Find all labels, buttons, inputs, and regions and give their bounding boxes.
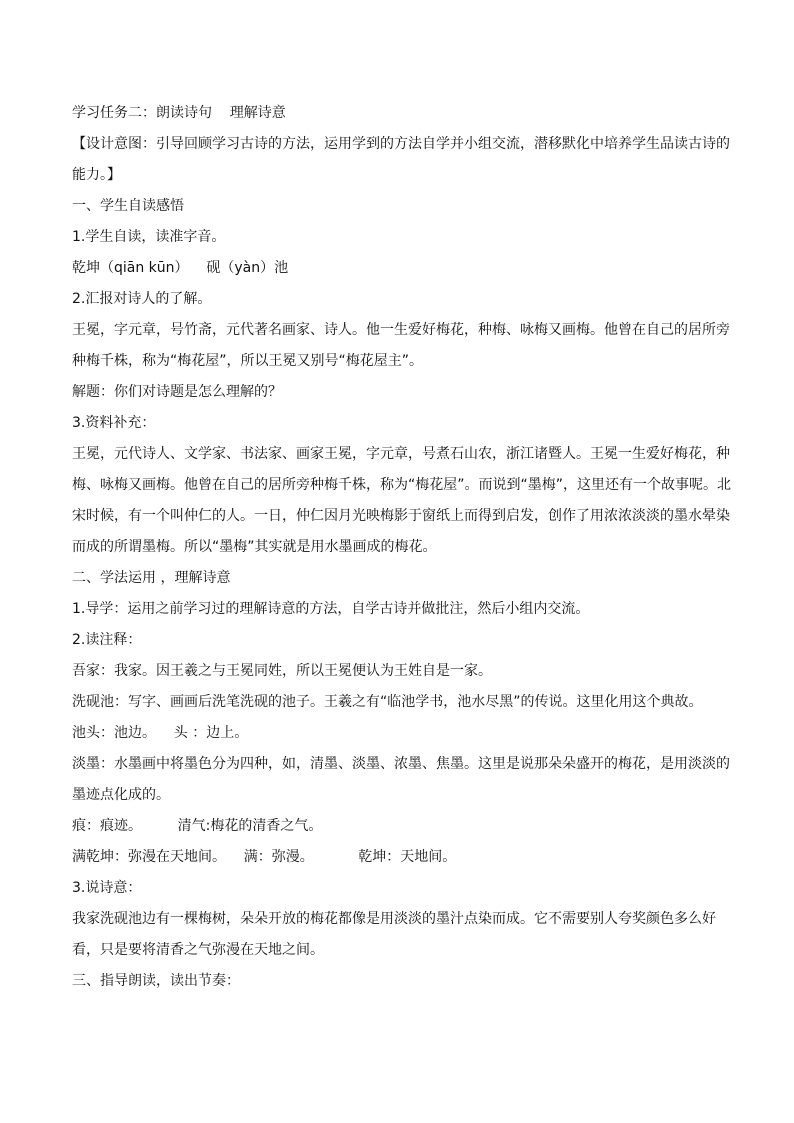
section1-heading: 一、学生自读感悟 (72, 198, 184, 214)
section2-heading: 二、学法运用 ，理解诗意 (72, 570, 231, 586)
note-chitou: 池头：池边。 头 ：边上。 (72, 725, 249, 741)
note-hen: 痕：痕迹。 清气:梅花的清香之气。 (72, 818, 323, 834)
section2-item3: 3.说诗意： (72, 880, 142, 896)
section2-item1: 1.导学：运用之前学习过的理解诗意的方法，自学古诗并做批注，然后小组内交流。 (72, 601, 590, 617)
note-qiankun: 满乾坤：弥漫在天地间。 满：弥漫。 乾坤：天地间。 (72, 849, 457, 865)
design-intent: 【设计意图：引导回顾学习古诗的方法，运用学到的方法自学并小组交流，潜移默化中培养学生品读古诗的能力。】 (72, 136, 730, 183)
note-danmo: 淡墨：水墨画中将墨色分为四种，如，清墨、淡墨、浓墨、焦墨。这里是说那朵朵盛开的梅花，是用淡淡的墨迹点化成的。 (72, 756, 730, 803)
section1-item3: 3.资料补充： (72, 415, 156, 431)
poem-meaning: 我家洗砚池边有一棵梅树，朵朵开放的梅花都像是用淡淡的墨汁点染而成。它不需要别人夸奖颜色多么好看，只是要将清香之气弥漫在天地之间。 (72, 911, 716, 958)
pinyin-line: 乾坤（qiān kūn） 砚（yàn）池 (72, 260, 289, 276)
section1-item1: 1.学生自读，读准字音。 (72, 229, 226, 245)
task-title: 学习任务二：朗读诗句 理解诗意 (72, 105, 286, 121)
supplement-paragraph: 王冕，元代诗人、文学家、书法家、画家王冕，字元章，号煮石山农，浙江诸暨人。王冕一生爱好梅花，种梅、咏梅又画梅。他曾在自己的居所旁种梅千株，称为“梅花屋”。而说到“墨梅”，这里还有一个故事呢。北宋时候，有一个叫仲仁的人。一日，仲仁因月光映梅影于窗纸上而得到启发，创作了用浓浓淡淡的墨水晕染而成的所谓墨梅。所以“墨梅”其实就是用水墨画成的梅花。 (72, 446, 732, 555)
section2-item2: 2.读注释： (72, 632, 142, 648)
section1-item2: 2.汇报对诗人的了解。 (72, 291, 212, 307)
note-wujia: 吾家：我家。因王羲之与王冕同姓，所以王冕便认为王姓自是一家。 (72, 663, 492, 679)
note-xiyanchi: 洗砚池：写字、画画后洗笔洗砚的池子。王羲之有“临池学书，池水尽黑”的传说。这里化用这个典故。 (72, 694, 703, 710)
section3-heading: 三、指导朗读，读出节奏： (72, 973, 240, 989)
poet-intro: 王冕，字元章，号竹斋，元代著名画家、诗人。他一生爱好梅花，种梅、咏梅又画梅。他曾在自己的居所旁种梅千株，称为“梅花屋”，所以王冕又别号“梅花屋主”。 (72, 322, 730, 369)
title-question: 解题：你们对诗题是怎么理解的？ (72, 384, 282, 400)
document-page (72, 98, 732, 997)
